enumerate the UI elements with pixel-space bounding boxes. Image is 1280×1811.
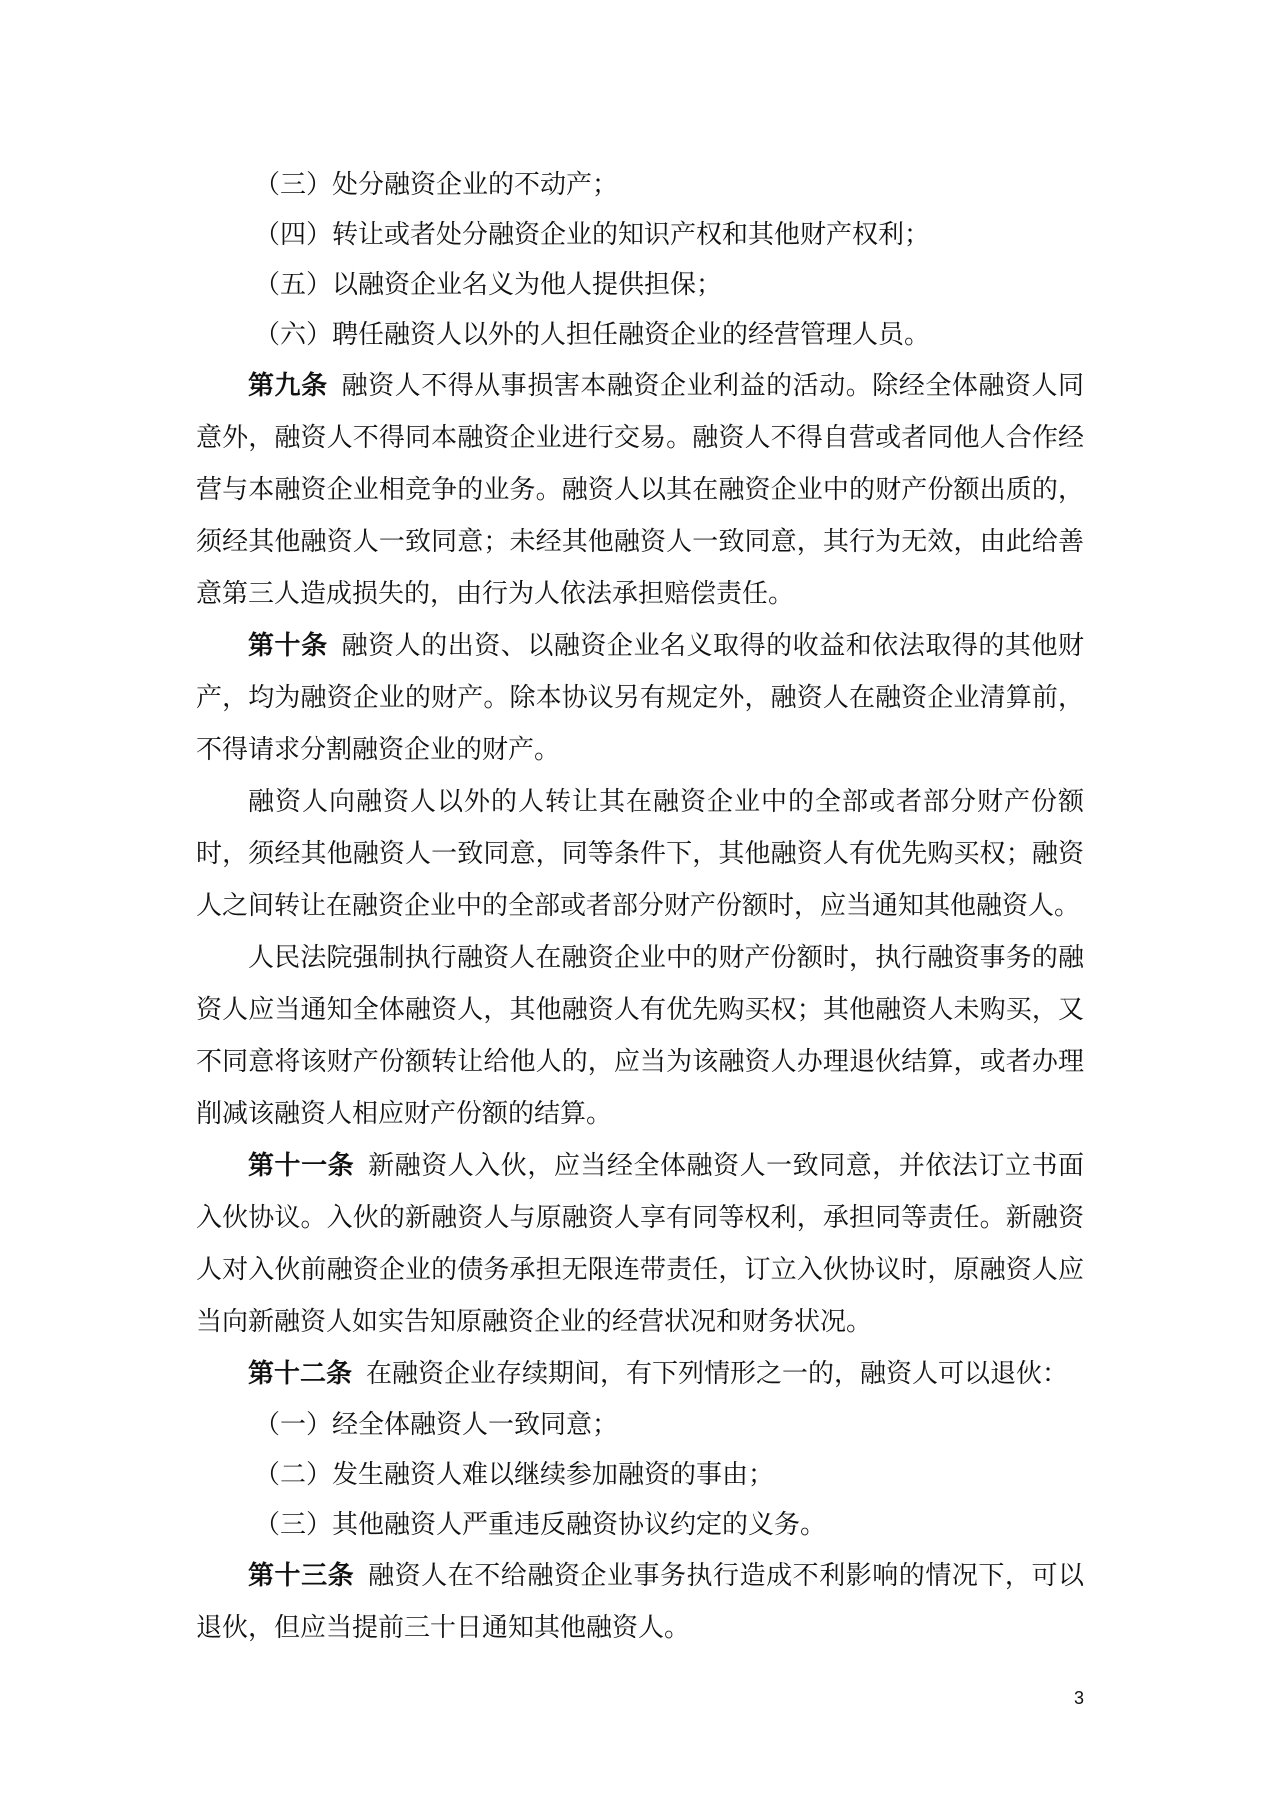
article-13-label: 第十三条 bbox=[248, 1561, 355, 1591]
article-10-label: 第十条 bbox=[248, 631, 328, 661]
article-9 bbox=[196, 360, 1084, 620]
article-9-label: 第九条 bbox=[248, 371, 328, 401]
document-body bbox=[196, 160, 1084, 1654]
article-10-text: 融资人的出资、以融资企业名义取得的收益和依法取得的其他财产，均为融资企业的财产。除本协议另有规定外，融资人在融资企业清算前，不得请求分割融资企业的财产。 bbox=[196, 631, 1084, 765]
article-11-text: 新融资人入伙，应当经全体融资人一致同意，并依法订立书面入伙协议。入伙的新融资人与原融资人享有同等权利，承担同等责任。新融资人对入伙前融资企业的债务承担无限连带责任，订立入伙协议时，原融资人应当向新融资人如实告知原融资企业的经营状况和财务状况。 bbox=[196, 1151, 1084, 1337]
article-12-label: 第十二条 bbox=[248, 1359, 353, 1389]
article-10 bbox=[196, 620, 1084, 776]
article-10-paragraph-2: 融资人向融资人以外的人转让其在融资企业中的全部或者部分财产份额时，须经其他融资人一致同意，同等条件下，其他融资人有优先购买权；融资人之间转让在融资企业中的全部或者部分财产份额时，应当通知其他融资人。 bbox=[196, 787, 1084, 921]
list-item: （三）其他融资人严重违反融资协议约定的义务。 bbox=[254, 1510, 827, 1540]
article-11-label: 第十一条 bbox=[248, 1151, 355, 1181]
list-item: （五）以融资企业名义为他人提供担保； bbox=[254, 270, 723, 300]
article-10-paragraph-3: 人民法院强制执行融资人在融资企业中的财产份额时，执行融资事务的融资人应当通知全体融资人，其他融资人有优先购买权；其他融资人未购买，又不同意将该财产份额转让给他人的，应当为该融资人办理退伙结算，或者办理削减该融资人相应财产份额的结算。 bbox=[196, 943, 1084, 1129]
article-12-text: 在融资企业存续期间，有下列情形之一的，融资人可以退伙： bbox=[366, 1359, 1069, 1389]
list-item: （二）发生融资人难以继续参加融资的事由； bbox=[254, 1460, 775, 1490]
page-number: 3 bbox=[1074, 1688, 1085, 1708]
article-13 bbox=[196, 1550, 1084, 1654]
article-11 bbox=[196, 1140, 1084, 1348]
article-13-text: 融资人在不给融资企业事务执行造成不利影响的情况下，可以退伙，但应当提前三十日通知其他融资人。 bbox=[196, 1561, 1084, 1643]
list-item: （三）处分融资企业的不动产； bbox=[254, 170, 619, 200]
list-item: （四）转让或者处分融资企业的知识产权和其他财产权利； bbox=[254, 220, 931, 250]
list-item: （一）经全体融资人一致同意； bbox=[254, 1410, 619, 1440]
article-12 bbox=[196, 1348, 1084, 1400]
list-item: （六）聘任融资人以外的人担任融资企业的经营管理人员。 bbox=[254, 320, 931, 350]
article-9-text: 融资人不得从事损害本融资企业利益的活动。除经全体融资人同意外，融资人不得同本融资企业进行交易。融资人不得自营或者同他人合作经营与本融资企业相竞争的业务。融资人以其在融资企业中的财产份额出质的，须经其他融资人一致同意；未经其他融资人一致同意，其行为无效，由此给善意第三人造成损失的，由行为人依法承担赔偿责任。 bbox=[196, 371, 1084, 609]
